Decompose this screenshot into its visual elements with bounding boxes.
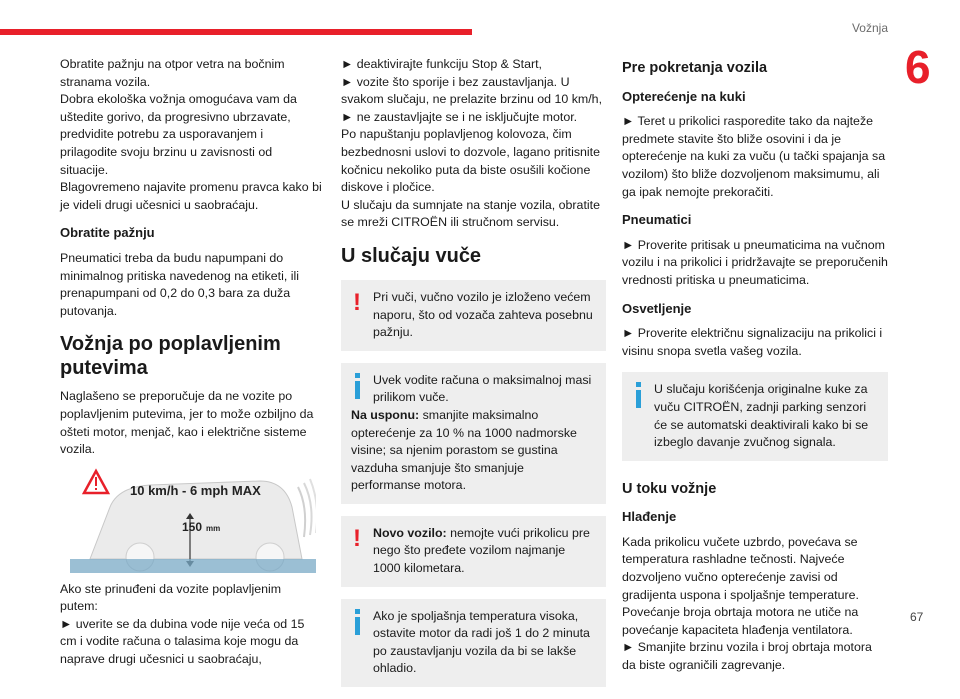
paragraph: ► Proverite električnu signalizaciju na prikolici i visinu snopa svetla vašeg vozila. [622, 326, 883, 358]
column-2 [341, 56, 606, 699]
heading-while-driving: U toku vožnje [622, 480, 717, 497]
paragraph: Blagovremeno najavite promenu pravca kako bi je videli drugi učesnici u saobraćaju. [60, 180, 322, 212]
column-3 [622, 56, 888, 675]
water-surface [70, 559, 316, 573]
paragraph: Po napuštanju poplavljenog kolovoza, čim bezbednosni uslovi to dozvole, lagano pritisnite kočnicu nekoliko puta da biste osušili kočione diskove i pločice. [341, 127, 600, 195]
paragraph: Dobra ekološka vožnja omogućava vam da uštedite gorivo, da progresivno ubrzavate, predvidite potrebu za usporavanjem i prilagodite svoju brzinu u zavisnosti od situacije. [60, 92, 297, 177]
heading-towing: U slučaju vuče [341, 244, 482, 267]
header-accent-bar [0, 29, 472, 35]
paragraph: Ako ste prinuđeni da vozite poplavljenim putem: [60, 581, 282, 614]
info-icon [352, 373, 362, 399]
warning-box [341, 516, 606, 587]
bullet-item: ► vozite što sporije i bez zaustavljanja. U svakom slučaju, ne prelazite brzinu od 10 km/h, [341, 74, 603, 107]
paragraph: U slučaju da sumnjate na stanje vozila, obratite se mreži CITROËN ili stručnom servisu. [341, 197, 600, 230]
info-text: smanjite maksimalno opterećenje za 10 % na 1000 nadmorske visine; sa njenim porastom se gustina vazduha smanjuje što smanjuje performanse motora. [351, 407, 577, 493]
info-text: Uvek vodite računa o maksimalnoj masi prilikom vuče. [373, 372, 592, 405]
info-icon [352, 609, 362, 635]
depth-value: 150 [182, 519, 203, 534]
exclamation-warning-icon: ! [353, 524, 361, 552]
paragraph: ► Teret u prikolici rasporedite tako da najteže predmete stavite što bliže osovini i da je opterećenje na kuki za vuču (u tački spajanja sa vozilom) što bliže dozvoljenom maksimumu, ali ga ipak nemojte prekoračiti. [622, 114, 886, 199]
flooded-road-illustration [70, 467, 316, 573]
warning-box [341, 280, 606, 351]
bullet-item: ► Smanjite brzinu vozila i broj obrtaja motora da biste ograničili zagrevanje. [622, 640, 872, 673]
warning-text: Pri vuči, vučno vozilo je izloženo većem naporu, što od vozača zahteva posebnu pažnju. [373, 289, 593, 340]
paragraph: Kada prikolicu vučete uzbrdo, povećava se temperatura rashladne tečnosti. Najveće dozvoljeno vučno opterećenje zavisi od gradijenta uspona i spoljašnje temperature. [622, 534, 859, 602]
exclamation-warning-icon: ! [353, 288, 361, 316]
info-box [341, 599, 606, 687]
heading-before-start: Pre pokretanja vozila [622, 60, 768, 76]
info-text: U slučaju korišćenja originalne kuke za vuču CITROËN, zadnji parking senzori će se automatski deaktivirali kako bi se izbeglo davanje zvučnog signala. [654, 382, 869, 450]
bullet-item: ► deaktivirajte funkciju Stop & Start, [341, 57, 542, 71]
info-box [622, 372, 888, 460]
paragraph: Povećanje broja obrtaja motora ne utiče na povećanje kapaciteta hlađenja ventilatora. [622, 605, 859, 637]
heading-flooded-roads: Vožnja po poplavljenim putevima [60, 333, 281, 380]
subheading-cooling: Hlađenje [622, 509, 677, 525]
paragraph: Pneumatici treba da budu napumpani do minimalnog pritiska navedenog na etiketi, ili prenapumpani od 0,2 do 0,3 bara za duža putovanja. [60, 250, 299, 318]
info-text: Ako je spoljašnja temperatura visoka, ostavite motor da radi još 1 do 2 minuta po zaustavljanju vozila da bi se lakše ohladio. [373, 608, 590, 676]
depth-unit: mm [206, 523, 221, 533]
paragraph: ► uverite se da dubina vode nije veća od 15 cm i vodite računa o talasima koje mogu da naprave drugi učesnici u saobraćaju, [60, 616, 305, 667]
paragraph: Naglašeno se preporučuje da ne vozite po poplavljenim putevima, jer to može ozbiljno da ošteti motor, menjač, kao i električne sisteme vozila. [60, 389, 314, 457]
speed-limit-label: 10 km/h - 6 mph MAX [130, 482, 261, 498]
bullet-item: ► ne zaustavljajte se i ne isključujte motor. [341, 109, 578, 124]
subheading-attention: Obratite pažnju [60, 225, 155, 241]
page-number: 67 [910, 610, 924, 624]
column-1 [60, 56, 322, 677]
section-title: Vožnja [851, 21, 888, 35]
subheading-hitch-load: Opterećenje na kuki [622, 88, 746, 104]
warning-text: nemojte vući prikolicu pre nego što pređete vozilom najmanje 1000 kilometara. [373, 525, 590, 576]
info-box [341, 363, 606, 504]
paragraph: Obratite pažnju na otpor vetra na bočnim stranama vozila. [60, 57, 285, 89]
subheading-lighting: Osvetljenje [622, 300, 692, 316]
paragraph: ► Proverite pritisak u pneumaticima na vučnom vozilu i na prikolici i pridržavajte se preporučenih vrednosti pritiska u pneumaticima. [622, 237, 888, 287]
warning-bold-label: Novo vozilo: [373, 525, 447, 540]
info-bold-label: Na usponu: [351, 407, 420, 422]
subheading-tyres: Pneumatici [622, 212, 692, 228]
info-icon [633, 382, 643, 408]
chapter-number: 6 [905, 41, 931, 93]
